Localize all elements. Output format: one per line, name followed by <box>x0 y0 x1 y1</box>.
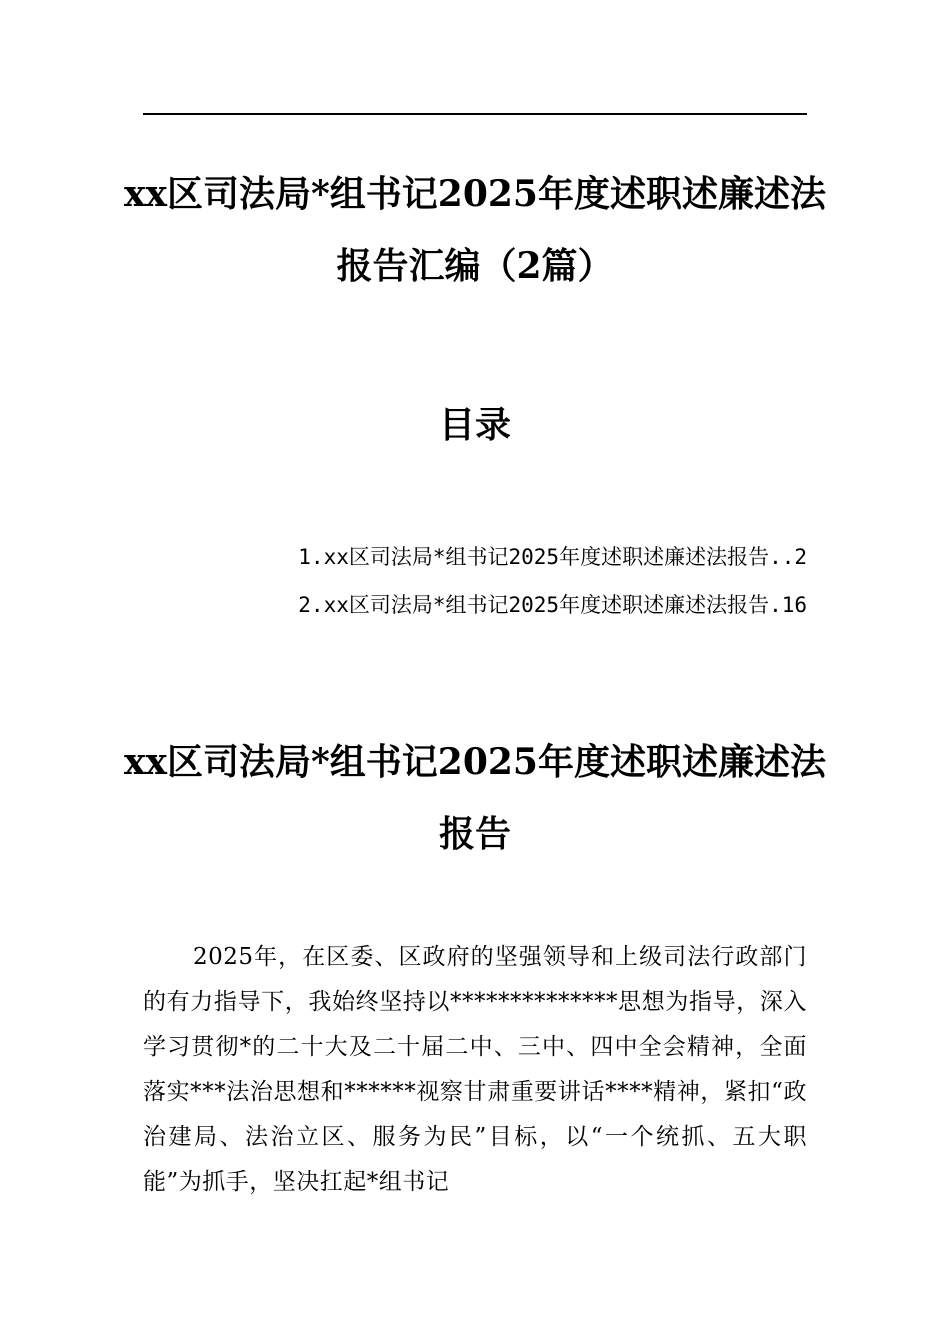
report-title: xx区司法局*组书记2025年度述职述廉述法报告 <box>124 741 826 855</box>
toc-item-2[interactable]: 2.xx区司法局*组书记2025年度述职述廉述法报告.16 <box>298 593 807 617</box>
header-rule <box>143 113 807 115</box>
report-body-paragraph: 2025年，在区委、区政府的坚强领导和上级司法行政部门的有力指导下，我始终坚持以**************思想为指导，深入学习贯彻*的二十大及二十届二中、三中、四中全会精神，全面落实***法治思想和******视察甘肃重要讲话****精神，紧扣“政治建局、法治立区、服务为民”目标，以“一个统抓、五大职能”为抓手，坚决扛起*组书记 <box>143 944 807 1195</box>
table-of-contents <box>143 533 807 629</box>
toc-heading: 目录 <box>438 404 511 446</box>
toc-item-1[interactable]: 1.xx区司法局*组书记2025年度述职述廉述法报告..2 <box>298 545 807 569</box>
document-title: xx区司法局*组书记2025年度述职述廉述法报告汇编（2篇） <box>124 173 826 287</box>
